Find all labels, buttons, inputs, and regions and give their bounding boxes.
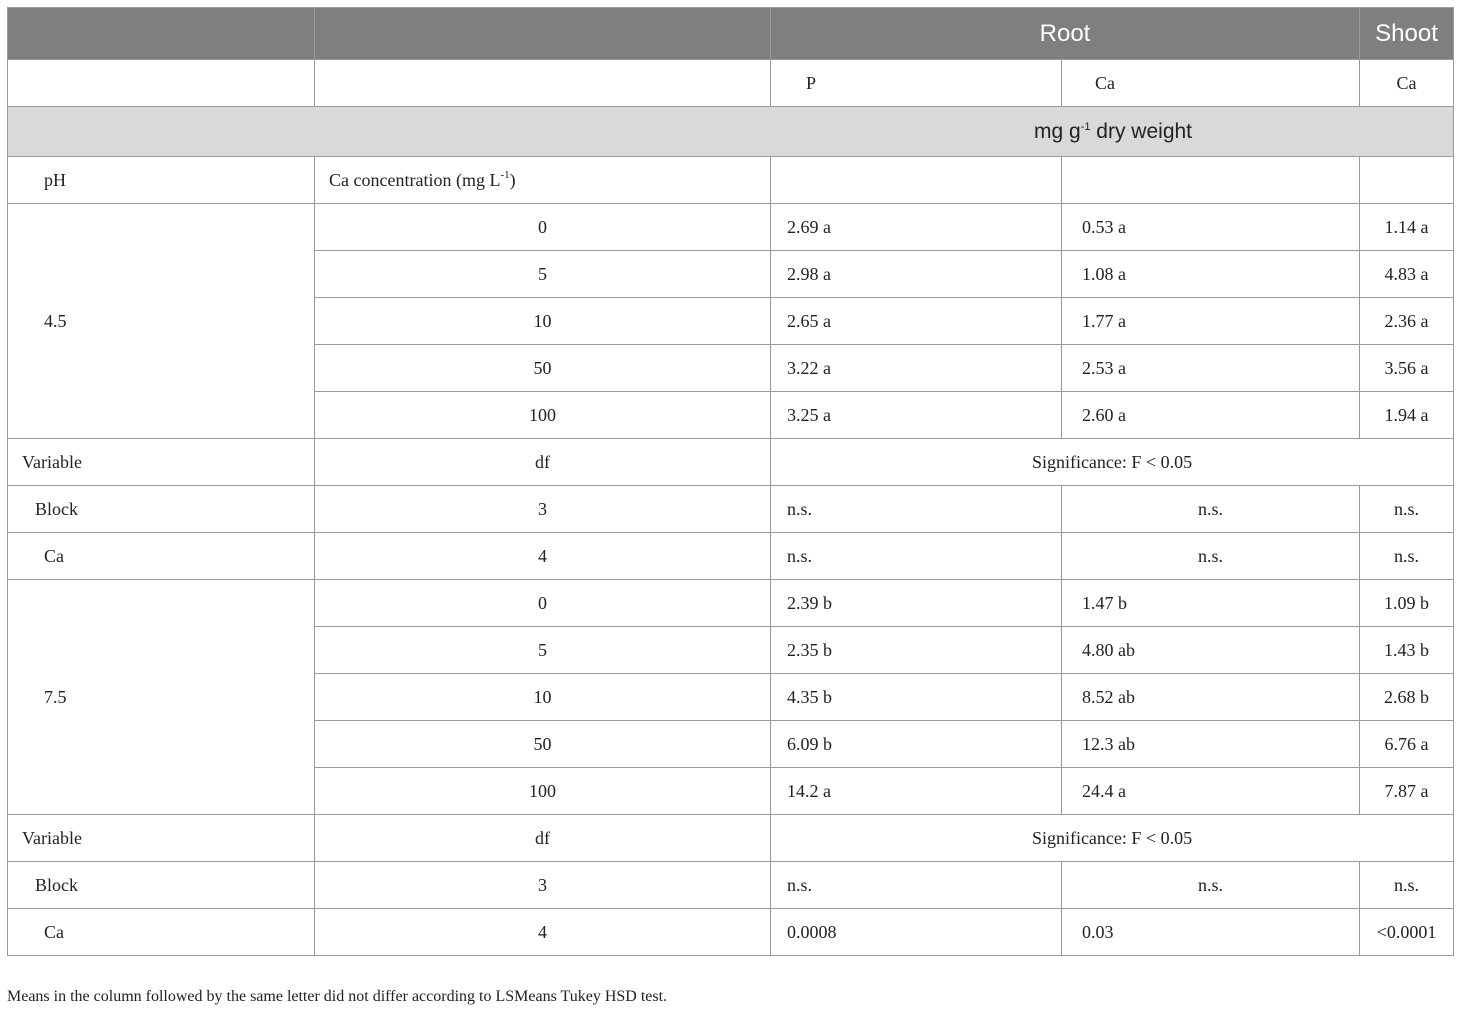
col-ca-root-header: Ca	[1062, 60, 1360, 107]
stats-p-value: 0.0008	[771, 909, 1062, 956]
root-p-value: 2.98 a	[771, 251, 1062, 298]
stats-df: 3	[315, 486, 771, 533]
root-p-value: 3.22 a	[771, 345, 1062, 392]
significance-label: Significance: F < 0.05	[771, 815, 1454, 862]
col-ca-shoot-header: Ca	[1360, 60, 1454, 107]
ca-concentration: 5	[315, 627, 771, 674]
stats-ca-shoot-value: <0.0001	[1360, 909, 1454, 956]
units-cell	[8, 107, 1454, 157]
root-p-value: 2.69 a	[771, 204, 1062, 251]
shoot-ca-value: 1.94 a	[1360, 392, 1454, 439]
subheader-empty-cell	[315, 60, 771, 107]
header-row	[8, 8, 1454, 60]
stats-header-row	[8, 439, 1454, 486]
label-empty-cell	[1360, 157, 1454, 204]
root-header: Root	[771, 8, 1360, 60]
table-row	[8, 580, 1454, 627]
stats-variable: Ca	[8, 533, 315, 580]
variable-label: Variable	[8, 815, 315, 862]
shoot-ca-value: 2.68 b	[1360, 674, 1454, 721]
shoot-ca-value: 1.43 b	[1360, 627, 1454, 674]
shoot-ca-value: 3.56 a	[1360, 345, 1454, 392]
root-ca-value: 8.52 ab	[1062, 674, 1360, 721]
label-empty-cell	[771, 157, 1062, 204]
col-p-header: P	[771, 60, 1062, 107]
stats-ca-shoot-value: n.s.	[1360, 862, 1454, 909]
root-p-value: 2.39 b	[771, 580, 1062, 627]
root-p-value: 4.35 b	[771, 674, 1062, 721]
variable-label: Variable	[8, 439, 315, 486]
stats-row	[8, 533, 1454, 580]
ca-concentration: 0	[315, 204, 771, 251]
root-ca-value: 4.80 ab	[1062, 627, 1360, 674]
header-empty-cell	[8, 8, 315, 60]
shoot-ca-value: 1.09 b	[1360, 580, 1454, 627]
stats-p-value: n.s.	[771, 533, 1062, 580]
stats-header-row	[8, 815, 1454, 862]
ca-concentration: 50	[315, 345, 771, 392]
results-table	[7, 7, 1454, 956]
root-ca-value: 2.60 a	[1062, 392, 1360, 439]
root-ca-value: 0.53 a	[1062, 204, 1360, 251]
stats-row	[8, 486, 1454, 533]
stats-ca-root-value: n.s.	[1062, 862, 1360, 909]
ph-value: 7.5	[8, 580, 315, 815]
stats-row	[8, 862, 1454, 909]
root-ca-value: 12.3 ab	[1062, 721, 1360, 768]
ca-concentration: 50	[315, 721, 771, 768]
stats-p-value: n.s.	[771, 486, 1062, 533]
table-footnote: Means in the column followed by the same letter did not differ according to LSMeans Tukey HSD test.	[7, 988, 668, 1005]
shoot-header: Shoot	[1360, 8, 1454, 60]
root-p-value: 14.2 a	[771, 768, 1062, 815]
units-label: mg $g^{-1}$ dry weight	[1034, 119, 1193, 143]
shoot-ca-value: 7.87 a	[1360, 768, 1454, 815]
header-empty-cell	[315, 8, 771, 60]
stats-p-value: n.s.	[771, 862, 1062, 909]
units-row	[8, 107, 1454, 157]
stats-row	[8, 909, 1454, 956]
root-p-value: 6.09 b	[771, 721, 1062, 768]
stats-ca-root-value: 0.03	[1062, 909, 1360, 956]
subheader-empty-cell	[8, 60, 315, 107]
root-p-value: 3.25 a	[771, 392, 1062, 439]
stats-df: 4	[315, 909, 771, 956]
ca-concentration: 10	[315, 298, 771, 345]
subheader-row	[8, 60, 1454, 107]
ca-concentration: 100	[315, 392, 771, 439]
stats-ca-shoot-value: n.s.	[1360, 486, 1454, 533]
stats-ca-root-value: n.s.	[1062, 486, 1360, 533]
root-ca-value: 1.47 b	[1062, 580, 1360, 627]
stats-variable: Block	[8, 862, 315, 909]
shoot-ca-value: 1.14 a	[1360, 204, 1454, 251]
root-ca-value: 1.77 a	[1062, 298, 1360, 345]
root-p-value: 2.35 b	[771, 627, 1062, 674]
significance-label: Significance: F < 0.05	[771, 439, 1454, 486]
ph-value: 4.5	[8, 204, 315, 439]
root-ca-value: 2.53 a	[1062, 345, 1360, 392]
root-ca-value: 24.4 a	[1062, 768, 1360, 815]
root-ca-value: 1.08 a	[1062, 251, 1360, 298]
table-row	[8, 204, 1454, 251]
label-empty-cell	[1062, 157, 1360, 204]
stats-variable: Ca	[8, 909, 315, 956]
stats-ca-shoot-value: n.s.	[1360, 533, 1454, 580]
stats-ca-root-value: n.s.	[1062, 533, 1360, 580]
ph-label: pH	[8, 157, 315, 204]
label-row	[8, 157, 1454, 204]
df-label: df	[315, 815, 771, 862]
shoot-ca-value: 4.83 a	[1360, 251, 1454, 298]
ca-concentration-label: Ca concentration (mg $L^{-1}$)	[315, 157, 771, 204]
df-label: df	[315, 439, 771, 486]
shoot-ca-value: 6.76 a	[1360, 721, 1454, 768]
ca-concentration: 100	[315, 768, 771, 815]
stats-df: 4	[315, 533, 771, 580]
ca-concentration: 0	[315, 580, 771, 627]
stats-variable: Block	[8, 486, 315, 533]
shoot-ca-value: 2.36 a	[1360, 298, 1454, 345]
ca-concentration: 5	[315, 251, 771, 298]
stats-df: 3	[315, 862, 771, 909]
ca-concentration: 10	[315, 674, 771, 721]
root-p-value: 2.65 a	[771, 298, 1062, 345]
